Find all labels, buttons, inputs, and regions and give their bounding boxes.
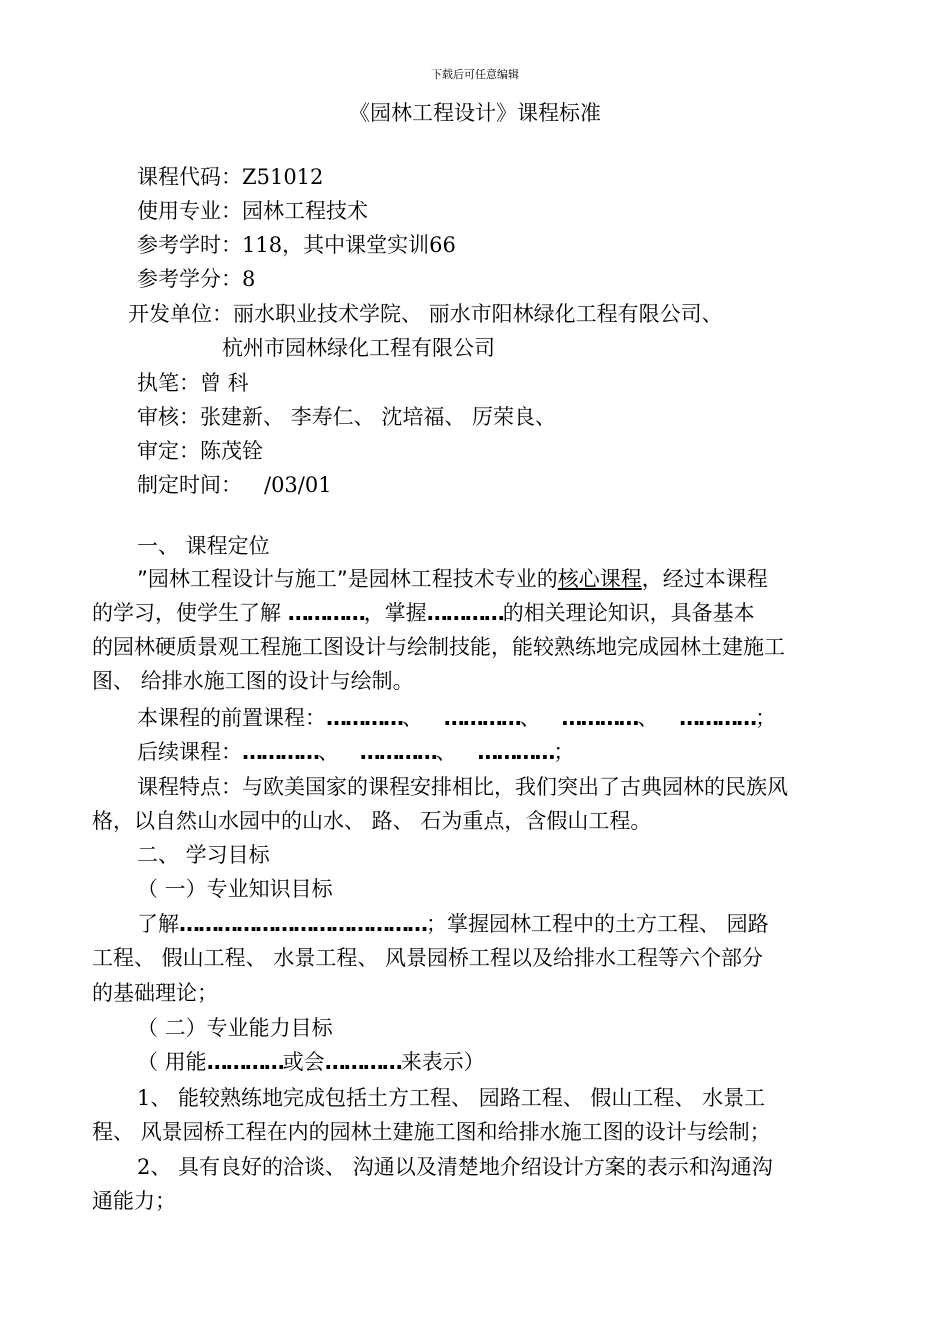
prereq-dots-4: ………… — [679, 706, 756, 730]
section1-p1-line3: 的园林硬质景观工程施工图设计与绘制技能，能较熟练地完成园林土建施工 — [92, 635, 785, 659]
ability-item1-line1 — [137, 1081, 859, 1115]
item1-num: 1、 — [137, 1086, 172, 1110]
credit-label: 参考学分： — [137, 267, 242, 291]
note-dots-1: ………… — [206, 1050, 283, 1074]
knowledge-goal-heading: （ 一）专业知识目标 — [137, 877, 333, 901]
top-note: 下载后可任意编辑 — [431, 68, 519, 81]
prereq-row — [137, 701, 907, 735]
p1-line2-b: ，掌握 — [363, 601, 427, 625]
k1-dots: ………………………………… — [179, 912, 426, 936]
approve-row — [137, 434, 907, 468]
section1-p1-line4: 图、 给排水施工图的设计与绘制。 — [92, 669, 414, 693]
followup-label: 后续课程： — [137, 740, 242, 764]
prereq-dots-2: ………… — [443, 706, 520, 730]
prereq-dots-3: ………… — [561, 706, 638, 730]
prereq-label: 本课程的前置课程： — [137, 706, 326, 730]
followup-sep-2: 、 — [435, 740, 457, 764]
followup-end: ； — [553, 740, 575, 764]
ability-item1-line2: 程、 风景园桥工程在内的园林土建施工图和给排水施工图的设计与绘制； — [92, 1120, 771, 1144]
prereq-sep-3: 、 — [637, 706, 659, 730]
item1-a: 能较熟练地完成包括土方工程、 园路工程、 假山工程、 水景工 — [171, 1086, 766, 1110]
prereq-end: ； — [755, 706, 777, 730]
ability-item2-line2: 通能力； — [92, 1189, 176, 1213]
ability-item2-line1 — [137, 1150, 859, 1184]
date-label: 制定时间： — [137, 473, 242, 497]
knowledge-line2: 工程、 假山工程、 水景工程、 风景园桥工程以及给排水工程等六个部分 — [92, 946, 764, 970]
author-label: 执笔： — [137, 371, 200, 395]
prereq-dots-1: ………… — [326, 706, 402, 730]
course-code-row — [137, 160, 907, 194]
followup-dots-2: ………… — [359, 740, 436, 764]
section1-p1-line1 — [137, 562, 859, 596]
p1-text-b: ，经过本课程 — [641, 567, 768, 591]
knowledge-line3: 的基础理论； — [92, 981, 218, 1005]
note-b: 或会 — [282, 1050, 325, 1074]
k1-b: ；掌握园林工程中的土方工程、 园路 — [426, 912, 769, 936]
p1-line2-c: 的相关理论知识，具备基本 — [502, 601, 755, 625]
major-value: 园林工程技术 — [242, 199, 368, 223]
dev-unit-label: 开发单位： — [128, 302, 233, 326]
review-label: 审核： — [137, 405, 200, 429]
followup-row — [137, 735, 907, 769]
author-row — [137, 366, 907, 400]
major-label: 使用专业： — [137, 199, 242, 223]
note-a: （ 用能 — [137, 1050, 207, 1074]
feature-line1: 课程特点：与欧美国家的课程安排相比，我们突出了古典园林的民族风 — [137, 775, 788, 799]
k1-a: 了解 — [137, 912, 179, 936]
hours-value-text: ，其中课堂实训 — [282, 233, 430, 257]
section2-heading: 二、 学习目标 — [137, 843, 270, 867]
course-code-value: Z51012 — [242, 165, 324, 189]
dev-unit-row-2 — [222, 331, 950, 365]
knowledge-line1 — [137, 907, 859, 941]
major-row — [137, 194, 907, 228]
approve-value: 陈茂铨 — [200, 439, 263, 463]
approve-label: 审定： — [137, 439, 200, 463]
core-course-text: 核心课程 — [557, 567, 642, 591]
prereq-sep-2: 、 — [519, 706, 541, 730]
hours-label: 参考学时： — [137, 233, 242, 257]
review-value: 张建新、 李寿仁、 沈培福、 厉荣良、 — [200, 405, 557, 429]
note-dots-2: ………… — [324, 1050, 401, 1074]
p1-dots-2: ………… — [426, 601, 503, 625]
section1-heading: 一、 课程定位 — [137, 534, 270, 558]
prereq-sep-1: 、 — [402, 706, 423, 730]
dev-unit-value-1: 丽水职业技术学院、 丽水市阳林绿化工程有限公司、 — [233, 302, 723, 326]
followup-dots-1: ………… — [242, 740, 318, 764]
course-code-label: 课程代码： — [137, 165, 242, 189]
p1-line2-a: 的学习，使学生了解 — [92, 601, 288, 625]
note-c: 来表示） — [400, 1050, 485, 1074]
followup-sep-1: 、 — [318, 740, 339, 764]
ability-goal-heading: （ 二）专业能力目标 — [137, 1016, 333, 1040]
review-row — [137, 400, 907, 434]
item2-num: 2、 — [137, 1155, 172, 1179]
hours-value-num: 118 — [242, 233, 283, 257]
p1-text-a: ”园林工程设计与施工”是园林工程技术专业的 — [137, 567, 558, 591]
item2-a: 具有良好的洽谈、 沟通以及清楚地介绍设计方案的表示和沟通沟 — [171, 1155, 773, 1179]
date-row — [137, 468, 907, 502]
dev-unit-row — [128, 297, 898, 331]
feature-line2: 格，以自然山水园中的山水、 路、 石为重点，含假山工程。 — [92, 809, 652, 833]
credit-value: 8 — [242, 267, 256, 291]
ability-note — [137, 1045, 907, 1079]
p1-dots-1: ………… — [287, 601, 364, 625]
author-value: 曾 科 — [200, 371, 249, 395]
document-title: 《园林工程设计》课程标准 — [349, 101, 601, 125]
hours-value-num2: 66 — [429, 233, 456, 257]
section1-p1-line2 — [92, 596, 862, 630]
dev-unit-value-2: 杭州市园林绿化工程有限公司 — [222, 336, 495, 360]
credit-row — [137, 262, 907, 296]
hours-row — [137, 228, 907, 262]
date-value: /03/01 — [264, 473, 332, 497]
followup-dots-3: ………… — [477, 740, 554, 764]
